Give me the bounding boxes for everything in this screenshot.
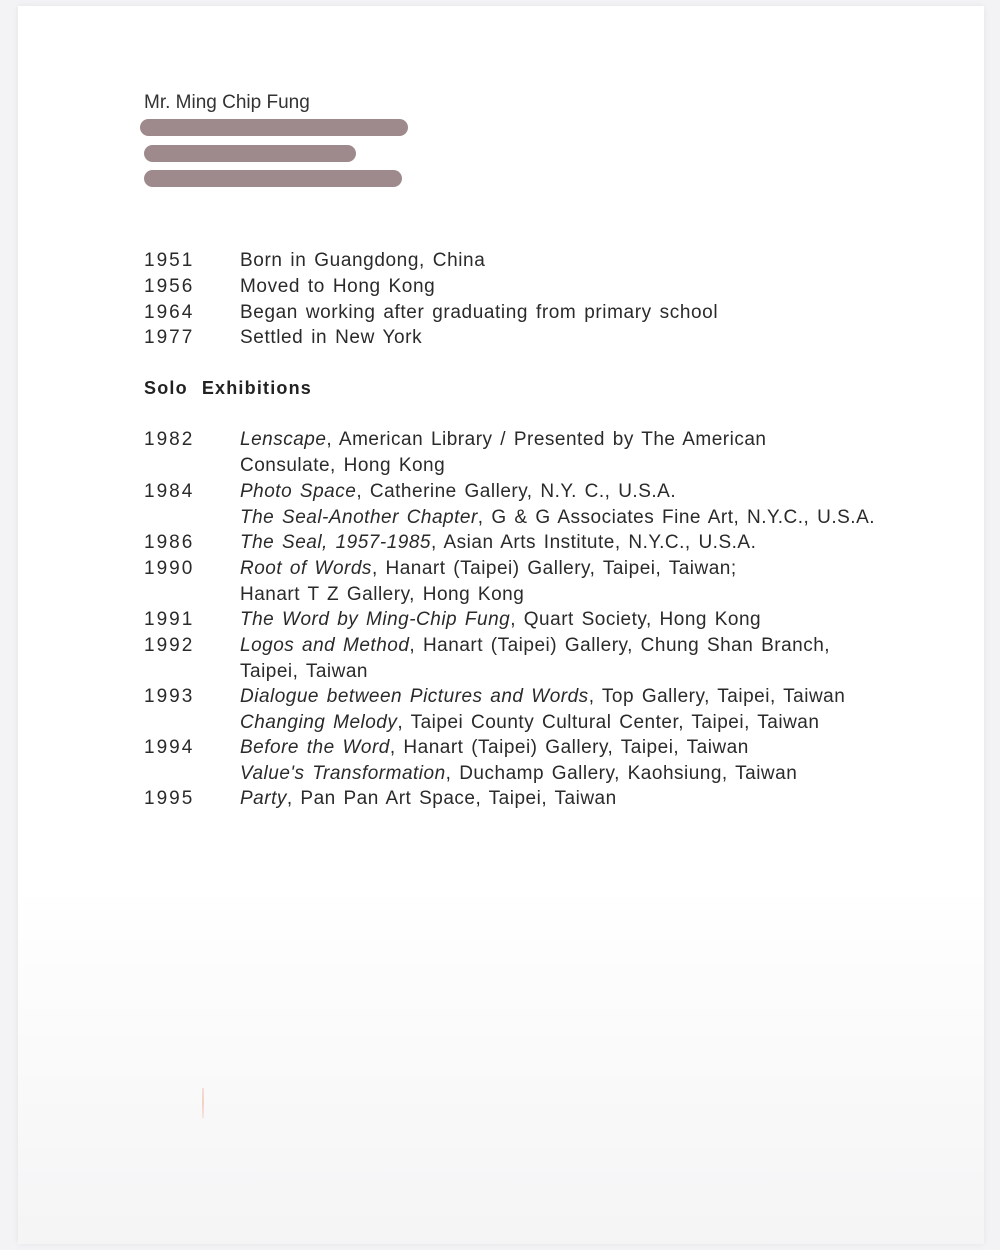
exhibition-year: 1982 [144,429,195,450]
exhibition-venue: , Quart Society, Hong Kong [510,609,762,630]
bio-text: Moved to Hong Kong [240,276,436,297]
exhibition-year: 1991 [144,609,195,630]
exhibition-venue: , G & G Associates Fine Art, N.Y.C., U.S.A. [477,507,876,528]
exhibition-venue-continued: Taipei, Taiwan [240,660,369,682]
exhibition-text [240,556,737,582]
exhibition-year: 1995 [144,788,195,809]
exhibition-venue: , Hanart (Taipei) Gallery, Taipei, Taiwan [389,737,749,758]
redacted-phone-line [144,170,402,187]
heading-word-1: Solo [144,378,188,398]
exhibition-title: Value's Transformation [240,763,446,784]
exhibition-title: Root of Words [240,558,372,579]
artist-name: Mr. Ming Chip Fung [144,92,310,113]
exhibition-venue: , Asian Arts Institute, N.Y.C., U.S.A. [430,532,757,553]
exhibition-venue-continued: Hanart T Z Gallery, Hong Kong [240,583,525,605]
bio-text: Settled in New York [240,327,423,348]
exhibition-year: 1993 [144,686,195,707]
exhibition-venue: , Hanart (Taipei) Gallery, Taipei, Taiwan; [371,558,737,579]
exhibition-venue: , Duchamp Gallery, Kaohsiung, Taiwan [445,763,798,784]
exhibition-venue: , Hanart (Taipei) Gallery, Chung Shan Branch, [409,635,831,656]
exhibition-text [240,735,749,761]
exhibition-venue: , Pan Pan Art Space, Taipei, Taiwan [286,788,617,809]
section-heading-solo-exhibitions [144,378,312,399]
exhibition-title: The Seal-Another Chapter [240,507,478,528]
redacted-address-line-1 [140,119,408,136]
bio-year: 1951 [144,250,195,271]
exhibition-year: 1984 [144,481,195,502]
exhibition-venue: , Top Gallery, Taipei, Taiwan [588,686,846,707]
exhibition-text [240,427,766,453]
exhibition-text [240,505,875,531]
exhibition-text [240,786,617,812]
exhibition-text [240,633,830,659]
exhibition-title: Lenscape [240,429,327,450]
exhibition-year: 1990 [144,558,195,579]
bio-year: 1956 [144,276,195,297]
exhibition-title: Photo Space [240,481,357,502]
redacted-address-line-2 [144,145,356,162]
exhibition-text [240,684,845,710]
exhibition-text [240,761,797,787]
exhibition-venue: , American Library / Presented by The American [326,429,767,450]
paper-smudge [202,1088,204,1118]
exhibition-venue: , Catherine Gallery, N.Y. C., U.S.A. [356,481,677,502]
exhibition-title: Logos and Method [240,635,410,656]
exhibition-title: Party [240,788,287,809]
exhibition-text [240,607,761,633]
bio-text: Born in Guangdong, China [240,250,486,271]
bio-text: Began working after graduating from primary school [240,302,719,323]
exhibition-title: Before the Word [240,737,390,758]
exhibition-venue-continued: Consulate, Hong Kong [240,454,446,476]
exhibition-year: 1992 [144,635,195,656]
bio-year: 1977 [144,327,195,348]
exhibition-title: Changing Melody [240,712,398,733]
exhibition-venue: , Taipei County Cultural Center, Taipei, Taiwan [397,712,820,733]
exhibition-year: 1994 [144,737,195,758]
exhibition-title: Dialogue between Pictures and Words [240,686,589,707]
heading-word-2: Exhibitions [201,378,313,398]
document-page [18,6,984,1244]
exhibition-year: 1986 [144,532,195,553]
exhibition-title: The Seal, 1957-1985 [240,532,431,553]
bio-year: 1964 [144,302,195,323]
exhibition-text [240,710,819,736]
exhibition-text [240,479,676,505]
exhibition-text [240,530,756,556]
exhibition-title: The Word by Ming-Chip Fung [240,609,511,630]
